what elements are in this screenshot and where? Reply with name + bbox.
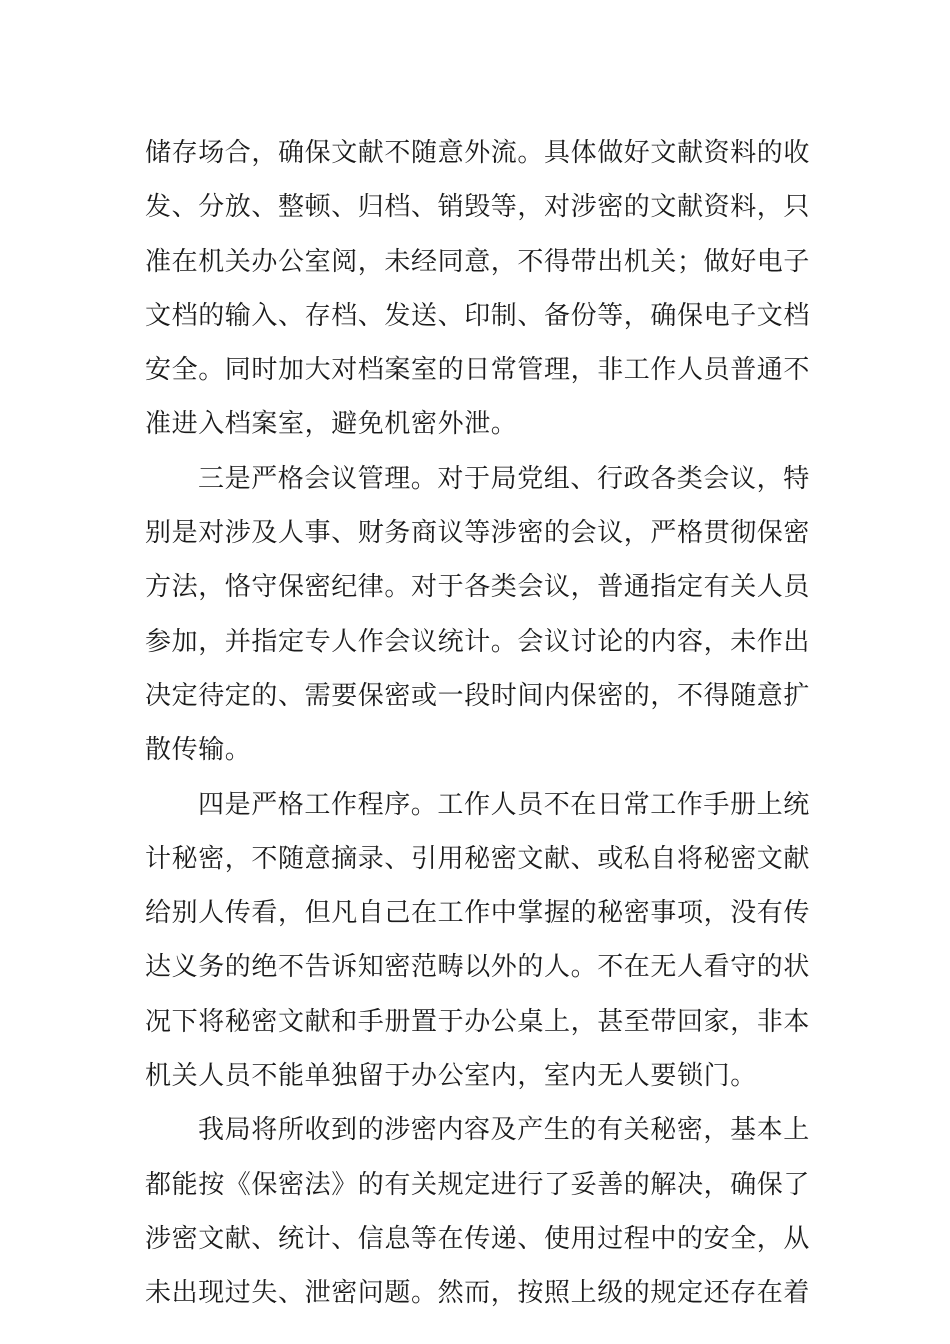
text-line: 给别人传看，但凡自己在工作中掌握的秘密事项，没有传	[145, 898, 811, 929]
text-line: 都能按《保密法》的有关规定进行了妥善的解决，确保了	[145, 1169, 811, 1200]
text-line: 四是严格工作程序。工作人员不在日常工作手册上统	[198, 789, 810, 820]
paragraph	[145, 778, 825, 1104]
text-line: 安全。同时加大对档案室的日常管理，非工作人员普通不	[145, 355, 811, 386]
text-line: 散传输。	[145, 735, 252, 766]
text-line: 参加，并指定专人作会议统计。会议讨论的内容，未作出	[145, 626, 811, 657]
text-line: 未出现过失、泄密问题。然而，按照上级的规定还存在着	[145, 1278, 811, 1309]
paragraph	[145, 1103, 825, 1320]
text-line: 三是严格会议管理。对于局党组、行政各类会议，特	[198, 463, 810, 494]
text-line: 文档的输入、存档、发送、印制、备份等，确保电子文档	[145, 300, 811, 331]
text-line: 机关人员不能单独留于办公室内，室内无人要锁门。	[145, 1061, 757, 1092]
text-line: 准进入档案室，避免机密外泄。	[145, 409, 518, 440]
text-line: 况下将秘密文献和手册置于办公桌上，甚至带回家，非本	[145, 1006, 811, 1037]
paragraph	[145, 452, 825, 778]
text-line: 发、分放、整顿、归档、销毁等，对涉密的文献资料，只	[145, 192, 811, 223]
text-line: 达义务的绝不告诉知密范畴以外的人。不在无人看守的状	[145, 952, 811, 983]
text-line: 计秘密，不随意摘录、引用秘密文献、或私自将秘密文献	[145, 843, 811, 874]
text-line: 储存场合，确保文献不随意外流。具体做好文献资料的收	[145, 138, 811, 168]
text-line: 决定待定的、需要保密或一段时间内保密的，不得随意扩	[145, 680, 811, 711]
document-body	[145, 126, 825, 1321]
text-line: 准在机关办公室阅，未经同意，不得带出机关；做好电子	[145, 246, 811, 277]
paragraph	[145, 126, 825, 452]
text-line: 我局将所收到的涉密内容及产生的有关秘密，基本上	[198, 1115, 810, 1146]
text-line: 涉密文献、统计、信息等在传递、使用过程中的安全，从	[145, 1223, 811, 1254]
text-line: 方法，恪守保密纪律。对于各类会议，普通指定有关人员	[145, 572, 811, 603]
text-line: 别是对涉及人事、财务商议等涉密的会议，严格贯彻保密	[145, 518, 811, 549]
